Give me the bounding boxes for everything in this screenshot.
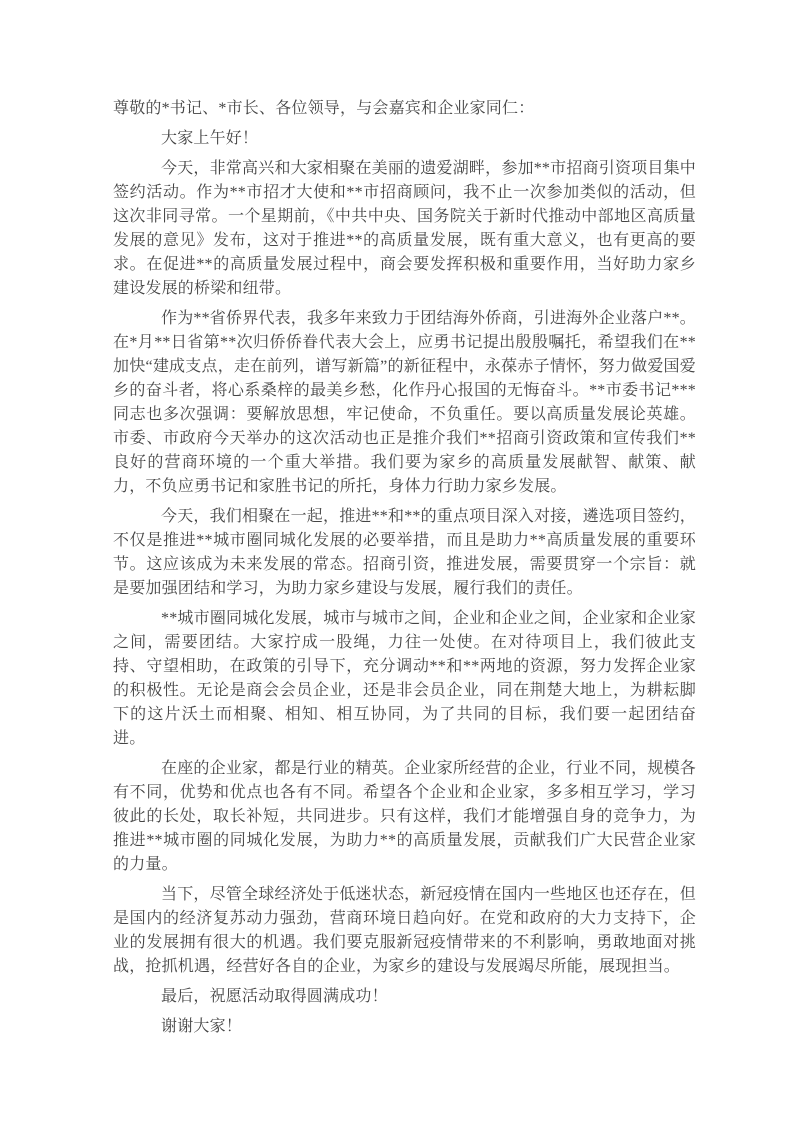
paragraph-project-signing: 今天，我们相聚在一起，推进**和**的重点项目深入对接，遴选项目签约，不仅是推进**城市圈同城化发展的必要举措，而且是助力**高质量发展的重要环节。这应该成为未来发展的常态。招商引资，推进发展，需要贯穿一个宗旨：就是要加强团结和学习，为助力家乡建设与发展，履行我们的责任。	[113, 508, 697, 597]
paragraph-overseas-representative: 作为**省侨界代表，我多年来致力于团结海外侨商，引进海外企业落户**。在*月**日省第**次归侨侨眷代表大会上，应勇书记提出殷殷嘱托，希望我们在**加快“建成支点，走在前列，谱写新篇”的新征程中，永葆赤子情怀，努力做爱国爱乡的奋斗者，将心系桑梓的最美乡愁，化作丹心报国的无悔奋斗。**市委书记***同志也多次强调：要解放思想，牢记使命，不负重任。要以高质量发展论英雄。市委、市政府今天举办的这次活动也正是推介我们**招商引资政策和宣传我们**良好的营商环境的一个重大举措。我们要为家乡的高质量发展献智、献策、献力，不负应勇书记和家胜书记的所托，身体力行助力家乡发展。	[113, 310, 697, 495]
paragraph-occasion: 今天，非常高兴和大家相聚在美丽的遗爱湖畔，参加**市招商引资项目集中签约活动。作为**市招才大使和**市招商顾问，我不止一次参加类似的活动，但这次非同寻常。一个星期前，《中共中央、国务院关于新时代推动中部地区高质量发展的意见》发布，这对于推进**的高质量发展，既有重大意义，也有更高的要求。在促进**的高质量发展过程中，商会要发挥积极和重要作用，当好助力家乡建设发展的桥梁和纽带。	[113, 160, 696, 297]
paragraph-economy-outlook: 当下，尽管全球经济处于低迷状态，新冠疫情在国内一些地区也还存在，但是国内的经济复苏动力强劲，营商环境日趋向好。在党和政府的大力支持下，企业的发展拥有很大的机遇。我们要克服新冠疫情带来的不利影响，勇敢地面对挑战，抢抓机遇，经营好各自的企业，为家乡的建设与发展竭尽所能，展现担当。	[113, 886, 696, 975]
paragraph-wishes: 最后，祝愿活动取得圆满成功！	[161, 988, 388, 1005]
paragraph-city-circle-unity: **城市圈同城化发展，城市与城市之间，企业和企业之间，企业家和企业家之间，需要团结。大家拧成一股绳，力往一处使。在对待项目上，我们彼此支持、守望相助，在政策的引导下，充分调动**和**两地的资源，努力发挥企业家的积极性。无论是商会会员企业，还是非会员企业，同在荆楚大地上，为耕耘脚下的这片沃土而相聚、相知、相互协同，为了共同的目标，我们要一起团结奋进。	[113, 610, 696, 747]
paragraph-greeting: 大家上午好！	[161, 130, 259, 147]
paragraph-entrepreneurs: 在座的企业家，都是行业的精英。企业家所经营的企业，行业不同，规模各有不同，优势和优点也各有不同。希望各个企业和企业家，多多相互学习，学习彼此的长处，取长补短，共同进步。只有这样，我们才能增强自身的竞争力，为推进**城市圈的同城化发展，为助力**的高质量发展，贡献我们广大民营企业家的力量。	[113, 760, 696, 873]
salutation-line: 尊敬的*书记、*市长、各位领导，与会嘉宾和企业家同仁：	[113, 100, 535, 117]
paragraph-thanks: 谢谢大家！	[161, 1018, 243, 1035]
speech-body	[113, 97, 696, 1039]
